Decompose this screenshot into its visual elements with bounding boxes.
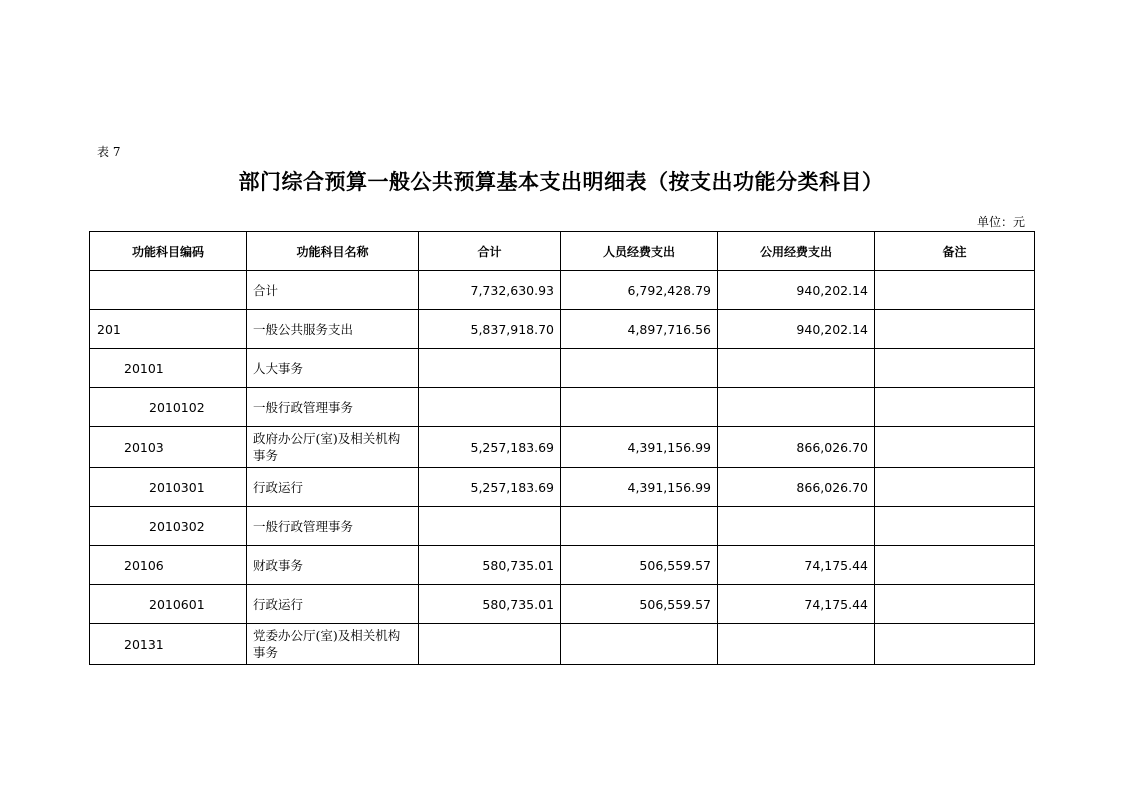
cell-personnel: 6,792,428.79	[561, 271, 718, 310]
header-total: 合计	[419, 232, 561, 271]
table-row	[90, 427, 1035, 468]
cell-total: 580,735.01	[419, 585, 561, 624]
table-row	[90, 507, 1035, 546]
cell-public: 866,026.70	[718, 427, 875, 468]
cell-name: 一般行政管理事务	[247, 507, 419, 546]
header-public: 公用经费支出	[718, 232, 875, 271]
cell-public	[718, 624, 875, 665]
cell-name: 行政运行	[247, 468, 419, 507]
cell-code: 20103	[90, 427, 247, 468]
cell-code: 20106	[90, 546, 247, 585]
table-row	[90, 310, 1035, 349]
page-title: 部门综合预算一般公共预算基本支出明细表（按支出功能分类科目）	[238, 170, 884, 194]
cell-code: 20101	[90, 349, 247, 388]
header-name: 功能科目名称	[247, 232, 419, 271]
cell-note	[875, 388, 1035, 427]
table-row	[90, 468, 1035, 507]
cell-total	[419, 507, 561, 546]
header-note: 备注	[875, 232, 1035, 271]
cell-code: 201	[90, 310, 247, 349]
cell-name: 党委办公厅(室)及相关机构事务	[247, 624, 419, 665]
cell-public	[718, 507, 875, 546]
cell-note	[875, 427, 1035, 468]
cell-note	[875, 624, 1035, 665]
budget-table	[89, 231, 1035, 665]
table-row	[90, 271, 1035, 310]
cell-public: 74,175.44	[718, 585, 875, 624]
cell-name: 人大事务	[247, 349, 419, 388]
cell-note	[875, 349, 1035, 388]
cell-code	[90, 271, 247, 310]
cell-public	[718, 388, 875, 427]
cell-total	[419, 388, 561, 427]
cell-note	[875, 310, 1035, 349]
cell-name: 合计	[247, 271, 419, 310]
cell-personnel: 4,391,156.99	[561, 468, 718, 507]
cell-note	[875, 507, 1035, 546]
table-row	[90, 349, 1035, 388]
cell-total: 580,735.01	[419, 546, 561, 585]
cell-public: 940,202.14	[718, 271, 875, 310]
cell-personnel: 506,559.57	[561, 546, 718, 585]
table-number: 表 7	[97, 145, 121, 159]
cell-public: 866,026.70	[718, 468, 875, 507]
table-row	[90, 624, 1035, 665]
cell-code: 2010301	[90, 468, 247, 507]
cell-name: 一般公共服务支出	[247, 310, 419, 349]
cell-note	[875, 468, 1035, 507]
cell-code: 2010601	[90, 585, 247, 624]
cell-personnel	[561, 349, 718, 388]
cell-total: 7,732,630.93	[419, 271, 561, 310]
cell-total: 5,257,183.69	[419, 468, 561, 507]
cell-total	[419, 624, 561, 665]
cell-name: 一般行政管理事务	[247, 388, 419, 427]
cell-personnel: 506,559.57	[561, 585, 718, 624]
cell-code: 2010102	[90, 388, 247, 427]
table-row	[90, 546, 1035, 585]
cell-personnel	[561, 388, 718, 427]
cell-public: 940,202.14	[718, 310, 875, 349]
cell-personnel	[561, 507, 718, 546]
unit-label: 单位：元	[976, 215, 1025, 229]
cell-public	[718, 349, 875, 388]
cell-public: 74,175.44	[718, 546, 875, 585]
cell-personnel: 4,391,156.99	[561, 427, 718, 468]
cell-code: 2010302	[90, 507, 247, 546]
table-row	[90, 388, 1035, 427]
cell-total: 5,837,918.70	[419, 310, 561, 349]
cell-personnel	[561, 624, 718, 665]
header-code: 功能科目编码	[90, 232, 247, 271]
cell-note	[875, 271, 1035, 310]
table-row	[90, 585, 1035, 624]
header-personnel: 人员经费支出	[561, 232, 718, 271]
cell-code: 20131	[90, 624, 247, 665]
cell-total	[419, 349, 561, 388]
cell-name: 财政事务	[247, 546, 419, 585]
cell-personnel: 4,897,716.56	[561, 310, 718, 349]
cell-note	[875, 585, 1035, 624]
cell-name: 政府办公厅(室)及相关机构事务	[247, 427, 419, 468]
cell-note	[875, 546, 1035, 585]
table-header-row	[90, 232, 1035, 271]
cell-total: 5,257,183.69	[419, 427, 561, 468]
cell-name: 行政运行	[247, 585, 419, 624]
